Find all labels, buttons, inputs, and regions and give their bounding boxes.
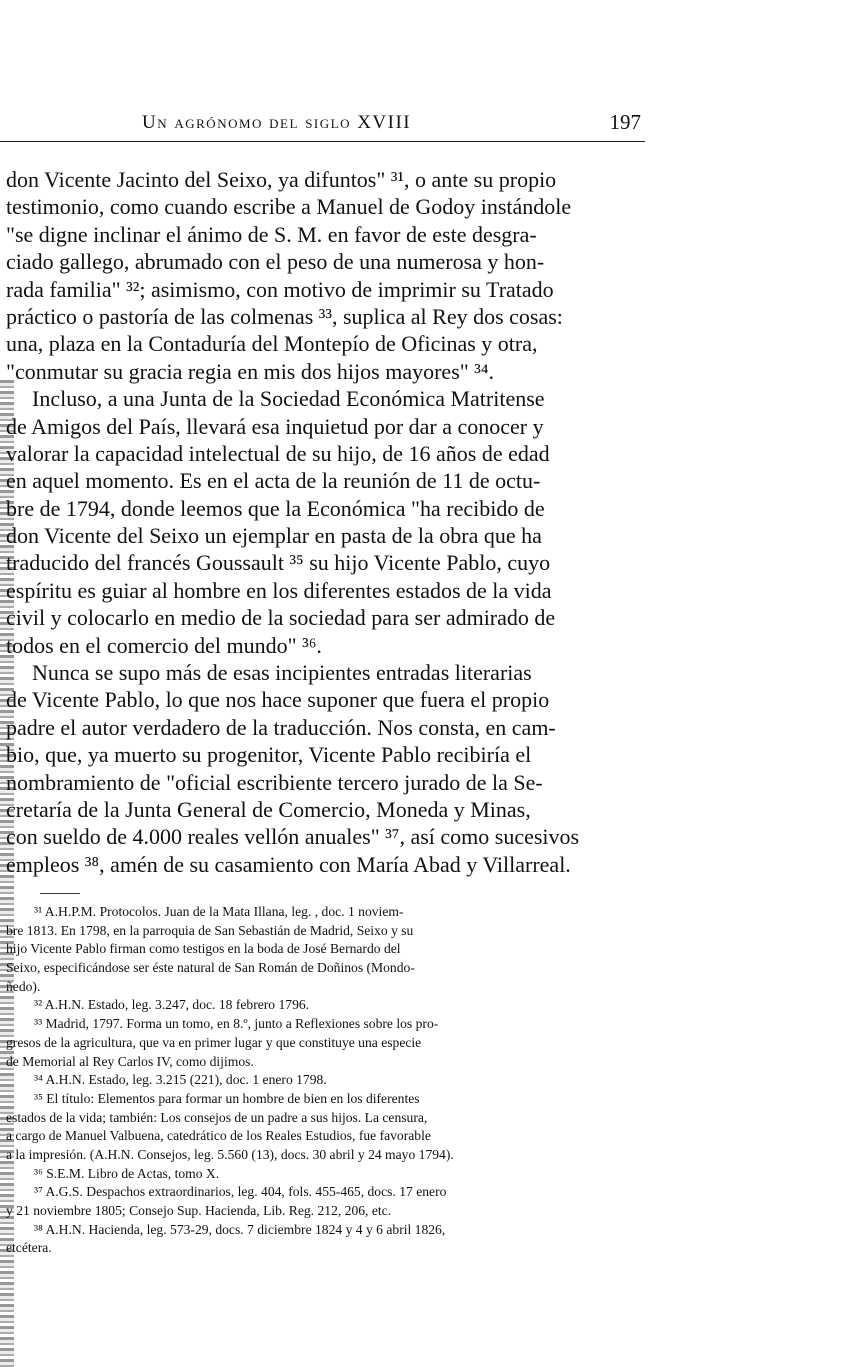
body-line: de Amigos del País, llevará esa inquietud por dar a conocer y bbox=[6, 413, 544, 439]
footnote-line: ³⁸ A.H.N. Hacienda, leg. 573-29, docs. 7 diciembre 1824 y 4 y 6 abril 1826, bbox=[34, 1221, 446, 1237]
body-line: empleos ³⁸, amén de su casamiento con María Abad y Villarreal. bbox=[6, 851, 571, 877]
footnote-line: a cargo de Manuel Valbuena, catedrático de los Reales Estudios, fue favorable bbox=[6, 1128, 431, 1144]
footnote-line: ³⁵ El título: Elementos para formar un hombre de bien en los diferentes bbox=[34, 1090, 420, 1106]
body-line: con sueldo de 4.000 reales vellón anuales" ³⁷, así como sucesivos bbox=[6, 824, 580, 850]
body-line: práctico o pastoría de las colmenas ³³, suplica al Rey dos cosas: bbox=[6, 303, 563, 329]
body-line: bre de 1794, donde leemos que la Económica "ha recibido de bbox=[6, 495, 545, 521]
footnote-rule bbox=[40, 893, 80, 894]
body-line: testimonio, como cuando escribe a Manuel de Godoy instándole bbox=[6, 194, 572, 220]
footnote-line: ñedo). bbox=[6, 978, 41, 994]
body-line: espíritu es guiar al hombre en los diferentes estados de la vida bbox=[6, 577, 552, 603]
body-line: traducido del francés Goussault ³⁵ su hijo Vicente Pablo, cuyo bbox=[6, 550, 551, 576]
body-line: "conmutar su gracia regia en mis dos hijos mayores" ³⁴. bbox=[6, 358, 494, 384]
footnote-line: etcétera. bbox=[6, 1240, 52, 1256]
body-line: padre el autor verdadero de la traducción. Nos consta, en cam- bbox=[6, 714, 556, 740]
body-line: bio, que, ya muerto su progenitor, Vicente Pablo recibiría el bbox=[6, 742, 532, 768]
footnote-line: ³⁴ A.H.N. Estado, leg. 3.215 (221), doc. 1 enero 1798. bbox=[34, 1072, 327, 1088]
footnote-line: ³⁶ S.E.M. Libro de Actas, tomo X. bbox=[34, 1165, 220, 1181]
footnote-line: gresos de la agricultura, que va en primer lugar y que constituye una especie bbox=[6, 1034, 422, 1050]
footnote-line: estados de la vida; también: Los consejos de un padre a sus hijos. La censura, bbox=[6, 1109, 428, 1125]
body-text bbox=[6, 166, 651, 878]
body-line: Incluso, a una Junta de la Sociedad Económica Matritense bbox=[32, 386, 545, 412]
footnote-line: ³³ Madrid, 1797. Forma un tomo, en 8.º, junto a Reflexiones sobre los pro- bbox=[34, 1016, 439, 1032]
footnote-line: a la impresión. (A.H.N. Consejos, leg. 5.560 (13), docs. 30 abril y 24 mayo 1794). bbox=[6, 1146, 454, 1162]
body-line: cretaría de la Junta General de Comercio, Moneda y Minas, bbox=[6, 796, 531, 822]
body-line: don Vicente Jacinto del Seixo, ya difuntos" ³¹, o ante su propio bbox=[6, 167, 557, 192]
body-line: civil y colocarlo en medio de la sociedad para ser admirado de bbox=[6, 605, 556, 631]
running-title: Un agrónomo del siglo XVIII bbox=[142, 112, 412, 133]
footnote-line: ³¹ A.H.P.M. Protocolos. Juan de la Mata Illana, leg. , doc. 1 noviem- bbox=[34, 904, 404, 919]
body-line: valorar la capacidad intelectual de su hijo, de 16 años de edad bbox=[6, 440, 550, 466]
body-line: don Vicente del Seixo un ejemplar en pasta de la obra que ha bbox=[6, 523, 542, 549]
footnote-line: de Memorial al Rey Carlos IV, como dijimos. bbox=[6, 1053, 254, 1069]
body-line: nombramiento de "oficial escribiente tercero jurado de la Se- bbox=[6, 769, 543, 795]
footnote-line: ³² A.H.N. Estado, leg. 3.247, doc. 18 febrero 1796. bbox=[34, 997, 310, 1013]
footnote-line: Seixo, especificándose ser éste natural de San Román de Doñinos (Mondo- bbox=[6, 960, 415, 976]
body-line: una, plaza en la Contaduría del Montepío de Oficinas y otra, bbox=[6, 331, 538, 357]
body-line: de Vicente Pablo, lo que nos hace suponer que fuera el propio bbox=[6, 687, 550, 713]
body-line: ciado gallego, abrumado con el peso de una numerosa y hon- bbox=[6, 249, 545, 275]
footnote-line: bre 1813. En 1798, en la parroquia de San Sebastián de Madrid, Seixo y su bbox=[6, 922, 414, 938]
page-number: 197 bbox=[609, 110, 641, 134]
running-header bbox=[142, 110, 647, 140]
footnote-line: hijo Vicente Pablo firman como testigos en la boda de José Bernardo del bbox=[6, 941, 401, 957]
body-line: rada familia" ³²; asimismo, con motivo de imprimir su Tratado bbox=[6, 276, 554, 302]
body-line: todos en el comercio del mundo" ³⁶. bbox=[6, 632, 322, 658]
body-line: en aquel momento. Es en el acta de la reunión de 11 de octu- bbox=[6, 468, 541, 494]
footnote-line: y 21 noviembre 1805; Consejo Sup. Hacienda, Lib. Reg. 212, 206, etc. bbox=[6, 1203, 392, 1218]
footnote-line: ³⁷ A.G.S. Despachos extraordinarios, leg. 404, fols. 455-465, docs. 17 enero bbox=[34, 1184, 447, 1200]
header-rule bbox=[0, 141, 645, 142]
footnotes bbox=[6, 903, 662, 1258]
body-line: "se digne inclinar el ánimo de S. M. en favor de este desgra- bbox=[6, 221, 537, 247]
body-line: Nunca se supo más de esas incipientes entradas literarias bbox=[32, 660, 532, 686]
